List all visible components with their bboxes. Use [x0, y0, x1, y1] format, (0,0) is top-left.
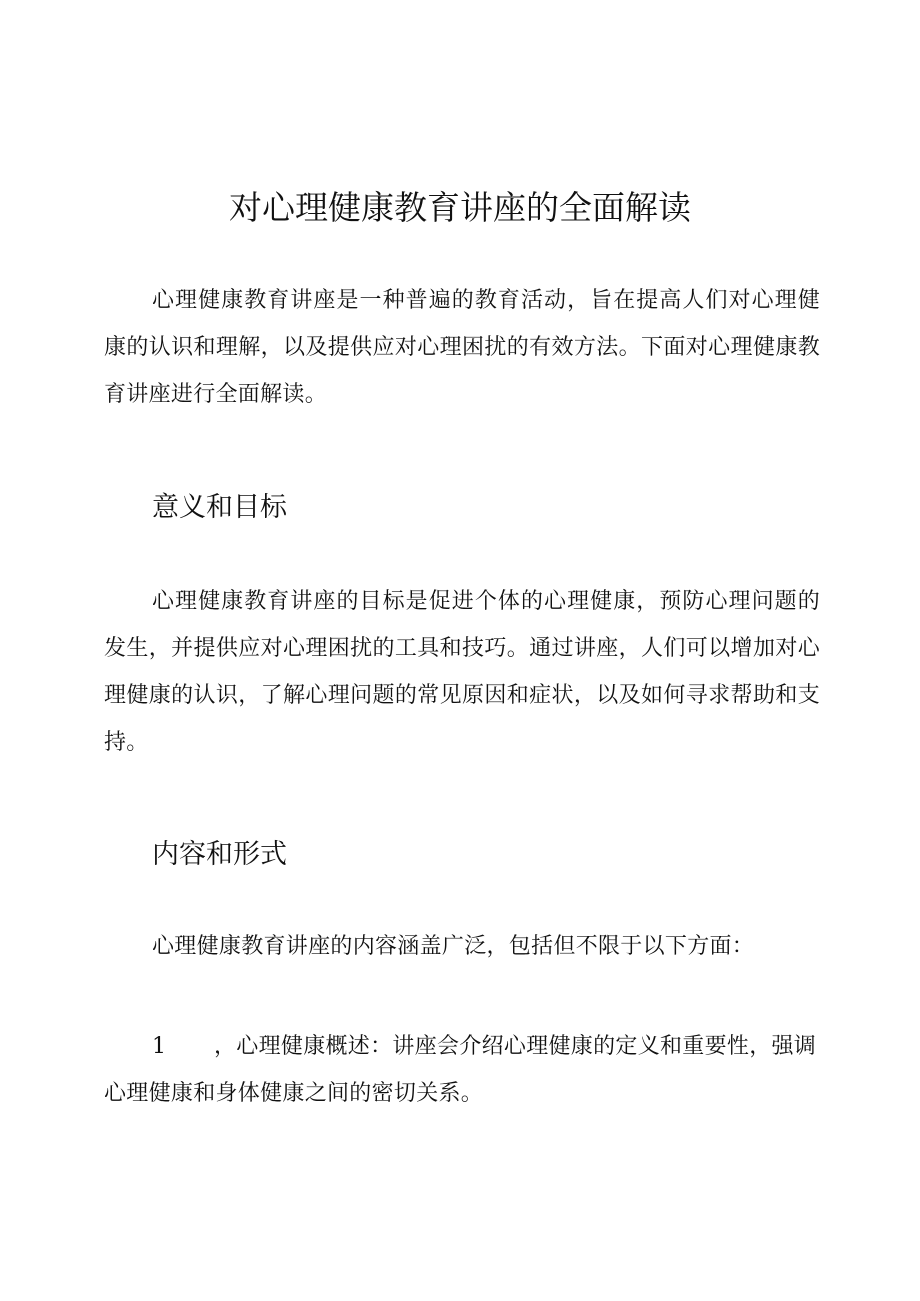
section-paragraph-content: 心理健康教育讲座的内容涵盖广泛，包括但不限于以下方面： [152, 934, 755, 959]
section-heading-significance: 意义和目标 [152, 492, 287, 523]
page-title: 对心理健康教育讲座的全面解读 [229, 188, 691, 227]
list-item [104, 1023, 820, 1117]
list-item-number: 1 [152, 1034, 167, 1059]
section-heading-content: 内容和形式 [152, 839, 287, 870]
section-paragraph-significance: 心理健康教育讲座的目标是促进个体的心理健康，预防心理问题的发生，并提供应对心理困扰的工具和技巧。通过讲座，人们可以增加对心理健康的认识，了解心理问题的常见原因和症状，以及如何寻求帮助和支持。 [104, 589, 820, 755]
list-item-text: ，心理健康概述：讲座会介绍心理健康的定义和重要性，强调心理健康和身体健康之间的密切关系。 [104, 1034, 817, 1106]
intro-paragraph: 心理健康教育讲座是一种普遍的教育活动，旨在提高人们对心理健康的认识和理解，以及提供应对心理困扰的有效方法。下面对心理健康教育讲座进行全面解读。 [104, 288, 820, 407]
